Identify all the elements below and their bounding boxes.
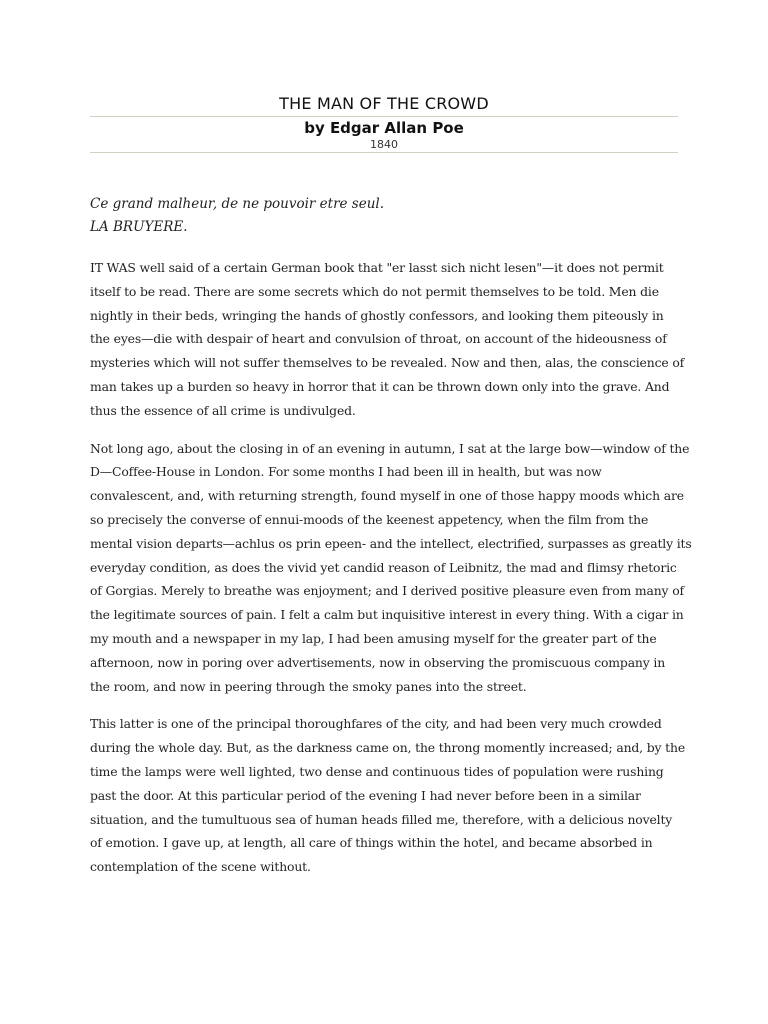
paragraph-2 [90,437,692,699]
text-line: my mouth and a newspaper in my lap, I had been amusing myself for the greater part of the [90,630,657,646]
paragraph-3 [90,712,686,879]
epigraph-quote: Ce grand malheur, de ne pouvoir etre seul. [90,196,385,212]
text-line: of Gorgias. Merely to breathe was enjoyment; and I derived positive pleasure even from many of [90,583,684,599]
title-divider [90,116,678,117]
text-line: during the whole day. But, as the darkness came on, the throng momently increased; and, by the [90,740,686,756]
text-line: the room, and now in peering through the smoky panes into the street. [90,678,527,694]
text-line: of emotion. I gave up, at length, all care of things within the hotel, and became absorbed in [90,835,653,851]
text-line: situation, and the tumultuous sea of human heads filled me, therefore, with a delicious novelty [90,811,673,827]
text-line: Not long ago, about the closing in of an evening in autumn, I sat at the large bow—window of the [90,440,690,456]
text-line: past the door. At this particular period of the evening I had never before been in a similar [90,787,641,803]
text-line: IT WAS well said of a certain German book that "er lasst sich nicht lesen"—it does not permit [90,260,664,275]
text-line: afternoon, now in poring over advertisements, now in observing the promiscuous company in [90,654,666,670]
text-line: so precisely the converse of ennui-moods of the keenest appetency, when the film from the [90,511,649,527]
text-line: everyday condition, as does the vivid yet candid reason of Leibnitz, the mad and flimsy rhetoric [90,559,677,575]
text-line: itself to be read. There are some secrets which do not permit themselves to be told. Men die [90,283,659,299]
text-line: contemplation of the scene without. [90,859,311,875]
header-divider [90,152,678,153]
text-line: nightly in their beds, wringing the hands of ghostly confessors, and looking them piteously in [90,307,664,323]
text-line: time the lamps were well lighted, two dense and continuous tides of population were rushing [90,763,664,779]
story-title: THE MAN OF THE CROWD [279,94,489,113]
epigraph [90,193,678,239]
text-line: mysteries which will not suffer themselves to be revealed. Now and then, alas, the conscience of [90,355,685,371]
publication-year: 1840 [370,138,398,151]
text-line: the legitimate sources of pain. I felt a calm but inquisitive interest in every thing. With a cigar in [90,607,684,623]
text-line: D—Coffee-House in London. For some months I had been ill in health, but was now [90,464,602,480]
text-line: the eyes—die with despair of heart and convulsion of throat, on account of the hideousness of [90,331,667,347]
text-line: man takes up a burden so heavy in horror that it can be thrown down only into the grave. And [90,378,670,394]
text-line: This latter is one of the principal thoroughfares of the city, and had been very much crowded [90,716,662,732]
author-byline: by Edgar Allan Poe [304,119,464,137]
text-line: thus the essence of all crime is undivulged. [90,402,356,418]
text-line: mental vision departs—achlus os prin epeen- and the intellect, electrified, surpasses as greatly its [90,535,692,551]
text-line: convalescent, and, with returning strength, found myself in one of those happy moods which are [90,488,684,504]
story-body [90,256,692,893]
epigraph-attribution: LA BRUYERE. [90,219,188,235]
paragraph-1 [90,256,685,423]
